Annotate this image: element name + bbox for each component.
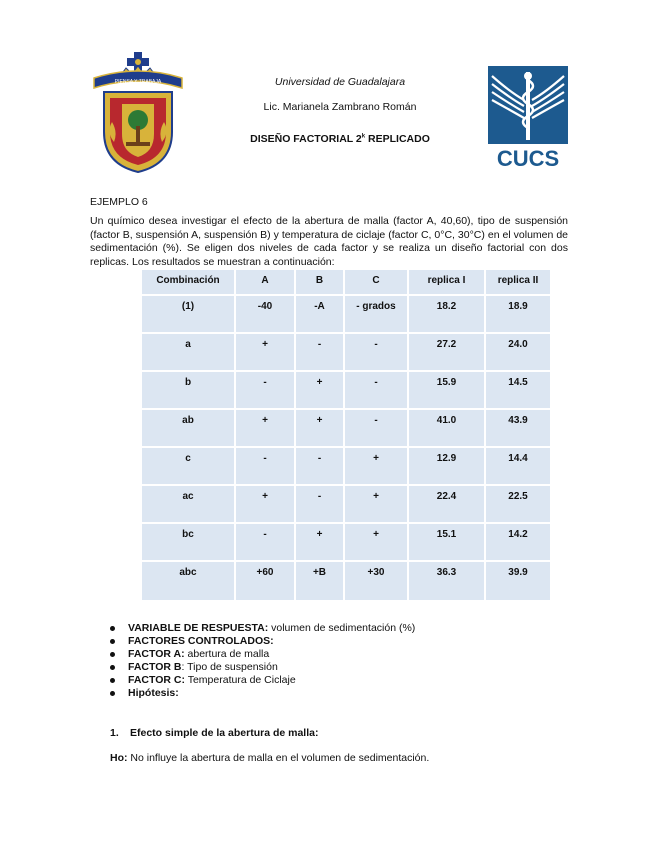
cell-b: + bbox=[296, 524, 343, 560]
cell-replica-1: 18.2 bbox=[409, 296, 484, 332]
cell-replica-1: 15.9 bbox=[409, 372, 484, 408]
list-item-bold: FACTORES CONTROLADOS: bbox=[128, 635, 274, 647]
cell-c: + bbox=[345, 448, 407, 484]
header-c: C bbox=[345, 270, 407, 294]
bullet-icon bbox=[110, 665, 115, 670]
list-item bbox=[110, 648, 415, 661]
cell-a: - bbox=[236, 372, 294, 408]
hypothesis-text: No influye la abertura de malla en el volumen de sedimentación. bbox=[127, 752, 430, 764]
cell-c: + bbox=[345, 524, 407, 560]
bullet-icon bbox=[110, 678, 115, 683]
hypothesis-label: Ho: bbox=[110, 752, 128, 764]
cell-replica-1: 12.9 bbox=[409, 448, 484, 484]
cell-a: + bbox=[236, 334, 294, 370]
list-item-text: volumen de sedimentación (%) bbox=[268, 622, 416, 634]
cell-combination: ab bbox=[142, 410, 234, 446]
list-item-bold: VARIABLE DE RESPUESTA: bbox=[128, 622, 269, 634]
section-number: 1. bbox=[110, 727, 119, 739]
cell-a: - bbox=[236, 524, 294, 560]
cell-a: -40 bbox=[236, 296, 294, 332]
cell-replica-1: 22.4 bbox=[409, 486, 484, 522]
cell-combination: ac bbox=[142, 486, 234, 522]
list-item-bold: FACTOR A: bbox=[128, 648, 185, 660]
factors-list bbox=[110, 622, 415, 700]
cell-b: - bbox=[296, 486, 343, 522]
cell-b: + bbox=[296, 410, 343, 446]
null-hypothesis bbox=[110, 752, 429, 764]
header-a: A bbox=[236, 270, 294, 294]
cell-a: - bbox=[236, 448, 294, 484]
header-replica-2: replica II bbox=[486, 270, 550, 294]
cell-b: - bbox=[296, 448, 343, 484]
cell-a: +60 bbox=[236, 562, 294, 600]
cell-combination: abc bbox=[142, 562, 234, 600]
cucs-logo-text: CUCS bbox=[496, 146, 560, 170]
cell-a: + bbox=[236, 486, 294, 522]
section-1-heading bbox=[110, 727, 318, 739]
list-item bbox=[110, 622, 415, 635]
title-main: DISEÑO FACTORIAL 2 bbox=[250, 133, 362, 145]
header-replica-1: replica I bbox=[409, 270, 484, 294]
cell-replica-1: 41.0 bbox=[409, 410, 484, 446]
document-title bbox=[200, 133, 480, 145]
table-row bbox=[142, 562, 550, 600]
cell-b: + bbox=[296, 372, 343, 408]
bullet-icon bbox=[110, 652, 115, 657]
header-combinacion: Combinación bbox=[142, 270, 234, 294]
section-title: Efecto simple de la abertura de malla: bbox=[130, 727, 319, 739]
cell-combination: bc bbox=[142, 524, 234, 560]
cell-replica-2: 18.9 bbox=[486, 296, 550, 332]
list-item bbox=[110, 661, 415, 674]
cell-combination: (1) bbox=[142, 296, 234, 332]
table-row bbox=[142, 448, 550, 484]
cell-replica-1: 15.1 bbox=[409, 524, 484, 560]
cell-a: + bbox=[236, 410, 294, 446]
cucs-logo bbox=[488, 66, 568, 170]
table-row bbox=[142, 524, 550, 560]
cell-replica-2: 39.9 bbox=[486, 562, 550, 600]
results-table bbox=[140, 268, 552, 602]
table-row bbox=[142, 372, 550, 408]
cell-combination: b bbox=[142, 372, 234, 408]
example-label: EJEMPLO 6 bbox=[90, 196, 148, 208]
cell-replica-2: 14.5 bbox=[486, 372, 550, 408]
udg-banner-text: PIENSA Y TRABAJA bbox=[114, 79, 162, 85]
cell-c: - bbox=[345, 410, 407, 446]
table-row bbox=[142, 334, 550, 370]
cell-replica-2: 22.5 bbox=[486, 486, 550, 522]
list-item bbox=[110, 674, 415, 687]
title-superscript: k bbox=[361, 133, 366, 140]
list-item bbox=[110, 635, 415, 648]
cell-c: + bbox=[345, 486, 407, 522]
list-item-bold: Hipótesis: bbox=[128, 687, 179, 699]
bullet-icon bbox=[110, 691, 115, 696]
list-item-text: Temperatura de Ciclaje bbox=[184, 674, 296, 686]
cell-b: -A bbox=[296, 296, 343, 332]
header-b: B bbox=[296, 270, 343, 294]
list-item-text: abertura de malla bbox=[184, 648, 270, 660]
cell-replica-2: 24.0 bbox=[486, 334, 550, 370]
list-item bbox=[110, 687, 415, 700]
bullet-icon bbox=[110, 626, 115, 631]
list-item-bold: FACTOR B bbox=[128, 661, 182, 673]
cell-replica-2: 14.4 bbox=[486, 448, 550, 484]
table-row bbox=[142, 296, 550, 332]
cell-replica-1: 27.2 bbox=[409, 334, 484, 370]
cell-replica-2: 14.2 bbox=[486, 524, 550, 560]
bullet-icon bbox=[110, 639, 115, 644]
university-name: Universidad de Guadalajara bbox=[274, 76, 406, 88]
table-row bbox=[142, 410, 550, 446]
title-end: REPLICADO bbox=[365, 133, 430, 145]
cell-c: - bbox=[345, 372, 407, 408]
cell-replica-1: 36.3 bbox=[409, 562, 484, 600]
cell-b: +B bbox=[296, 562, 343, 600]
cell-combination: c bbox=[142, 448, 234, 484]
list-item-bold: FACTOR C: bbox=[128, 674, 185, 686]
udg-logo bbox=[92, 52, 184, 174]
cell-c: - grados bbox=[345, 296, 407, 332]
table-row bbox=[142, 486, 550, 522]
cell-c: +30 bbox=[345, 562, 407, 600]
author-name: Lic. Marianela Zambrano Román bbox=[263, 101, 417, 113]
table-header-row bbox=[142, 270, 550, 294]
cell-combination: a bbox=[142, 334, 234, 370]
example-paragraph: Un químico desea investigar el efecto de la abertura de malla (factor A, 40,60), tipo de suspensión (factor B, suspensión A, suspensión B) y temperatura de ciclaje (factor C, 0°C, 30°C) en el volumen de sedimentación (%). Se eligen dos niveles de cada factor y se realiza un diseño factorial con dos replicas. Los resultados se muestran a continuación: bbox=[90, 215, 568, 268]
cell-c: - bbox=[345, 334, 407, 370]
cell-b: - bbox=[296, 334, 343, 370]
list-item-text: : Tipo de suspensión bbox=[181, 661, 278, 673]
cell-replica-2: 43.9 bbox=[486, 410, 550, 446]
